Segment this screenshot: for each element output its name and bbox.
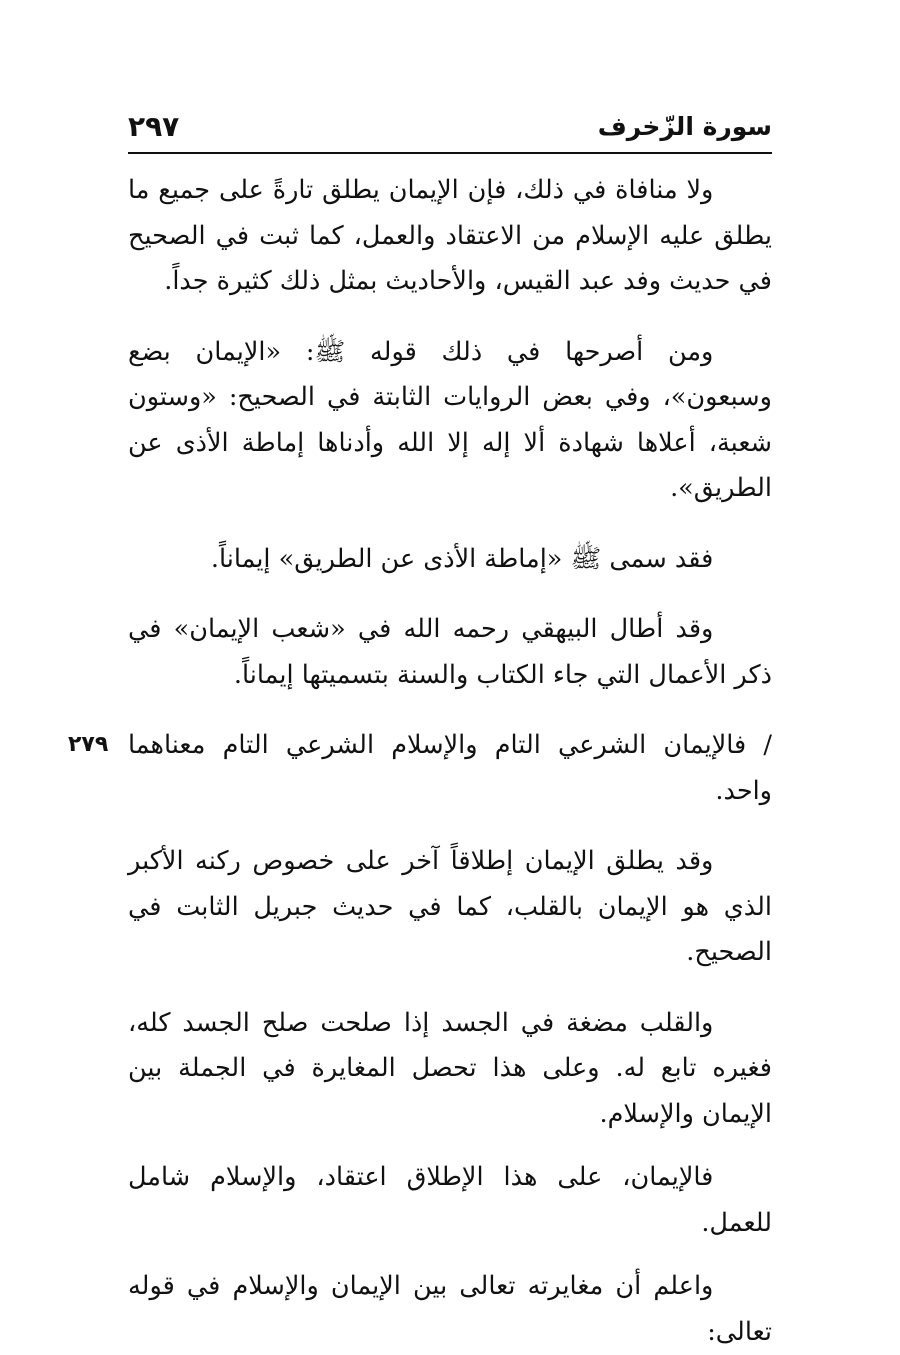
paragraph: فالإيمان، على هذا الإطلاق اعتقاد، والإسلام شامل للعمل.: [128, 1162, 772, 1238]
header-rule: [128, 152, 772, 154]
paragraph: فقد سمى ﷺ «إماطة الأذى عن الطريق» إيماناً.: [210, 543, 714, 574]
body-text: [68, 168, 772, 1355]
paragraph: وقد يطلق الإيمان إطلاقاً آخر على خصوص ركنه الأكبر الذي هو الإيمان بالقلب، كما في حديث جبريل الثابت في الصحيح.: [128, 846, 772, 967]
marked-paragraph: [68, 723, 772, 814]
page-number: ٢٩٧: [128, 110, 180, 143]
paragraph: وقد أطال البيهقي رحمه الله في «شعب الإيمان» في ذكر الأعمال التي جاء الكتاب والسنة بتسميتها إيماناً.: [128, 614, 772, 690]
paragraph: ومن أصرحها في ذلك قوله ﷺ: «الإيمان بضع وسبعون»، وفي بعض الروايات الثابتة في الصحيح: «وستون شعبة، أعلاها شهادة ألا إله إلا الله وأدناها إماطة الأذى عن الطريق».: [128, 336, 772, 503]
paragraph: / فالإيمان الشرعي التام والإسلام الشرعي التام معناهما واحد.: [128, 730, 772, 806]
margin-page-marker: ٢٧٩: [68, 732, 109, 757]
running-header: [128, 110, 772, 150]
surah-title: سورة الزّخرف: [597, 112, 772, 141]
paragraph: والقلب مضغة في الجسد إذا صلحت صلح الجسد كله، فغيره تابع له. وعلى هذا تحصل المغايرة في الجملة بين الإيمان والإسلام.: [128, 1007, 772, 1129]
paragraph: ولا منافاة في ذلك، فإن الإيمان يطلق تارةً على جميع ما يطلق عليه الإسلام من الاعتقاد والعمل، كما ثبت في الصحيح في حديث وفد عبد القيس، والأحاديث بمثل ذلك كثيرة جداً.: [128, 175, 772, 296]
paragraph: واعلم أن مغايرته تعالى بين الإيمان والإسلام في قوله تعالى:: [128, 1271, 772, 1347]
